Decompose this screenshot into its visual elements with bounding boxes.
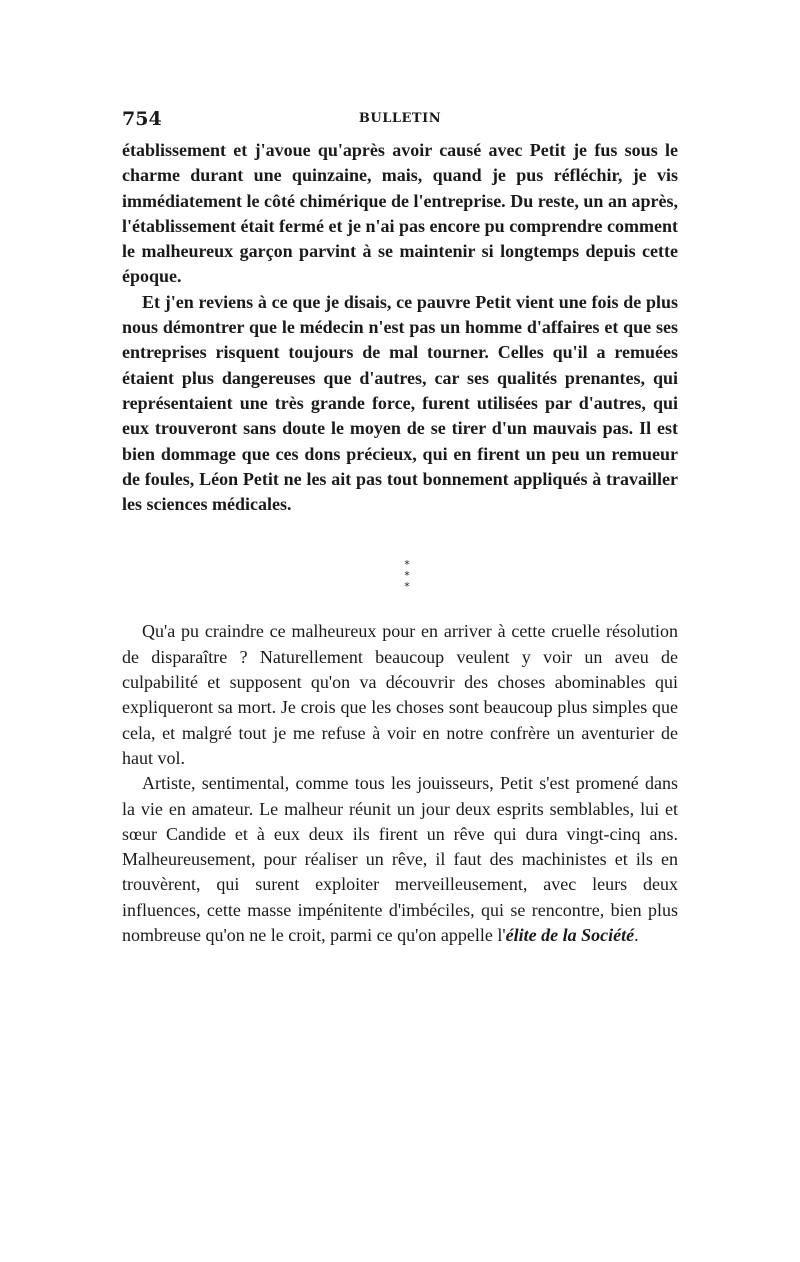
- paragraph-4-text: Artiste, sentimental, comme tous les jouisseurs, Petit s'est promené dans la vie en amateur. Le malheur réunit un jour deux esprits semblables, lui et sœur Candide et à eux deux ils firent un rêve qui dura vingt-cinq ans. Malheureusement, pour réaliser un rêve, il faut des machinistes et ils en trouvèrent, qui surent exploiter merveilleusement, avec leurs deux influences, cette masse impénitente d'imbéciles, qui se rencontre, bien plus nombreuse qu'on ne le croit, parmi ce qu'on appelle l': [122, 773, 678, 946]
- page-number: 754: [122, 108, 162, 130]
- page: [122, 108, 678, 954]
- running-head: BULLETIN: [358, 111, 442, 126]
- asterism-top: *: [404, 558, 410, 572]
- paragraph-3: Qu'a pu craindre ce malheureux pour en arriver à cette cruelle résolution de disparaître ? Naturellement beaucoup veulent y voir un aveu de culpabilité et supposent qu'on va découvrir des choses abominables qui expliqueront sa mort. Je crois que les choses sont beaucoup plus simples que cela, et malgré tout je me refuse à voir en notre confrère un aventurier de haut vol.: [122, 621, 678, 768]
- paragraph-2: Et j'en reviens à ce que je disais, ce pauvre Petit vient une fois de plus nous démontrer que le médecin n'est pas un homme d'affaires et que ses entreprises risquent toujours de mal tourner. Celles qu'il a remuées étaient plus dangereuses que d'autres, car ses qualités prenantes, qui représentaient une très grande force, furent utilisées par d'autres, qui eux trouveront sans doute le moyen de se tirer d'un mauvais pas. Il est bien dommage que ces dons précieux, qui en firent un peu un remueur de foules, Léon Petit ne les ait pas tout bonnement appliqués à travailler les sciences médicales.: [122, 291, 678, 515]
- paragraph-4: [122, 771, 678, 948]
- paragraph-group-1: [122, 138, 678, 517]
- paragraph-4-italic: élite de la Société: [505, 925, 635, 946]
- asterism-ornament: [392, 559, 422, 592]
- asterism-bottom: * *: [404, 569, 416, 594]
- paragraph-group-2: [122, 619, 678, 948]
- paragraph-1: établissement et j'avoue qu'après avoir causé avec Petit je fus sous le charme durant une quinzaine, mais, quand je pus réfléchir, je vis immédiatement le côté chimérique de l'entreprise. Du reste, un an après, l'établissement était fermé et je n'ai pas encore pu comprendre comment le malheureux garçon parvint à se maintenir si longtemps depuis cette époque.: [122, 140, 678, 287]
- paragraph-4-end: .: [634, 925, 639, 946]
- page-header: [122, 108, 678, 138]
- section-break: [122, 529, 678, 611]
